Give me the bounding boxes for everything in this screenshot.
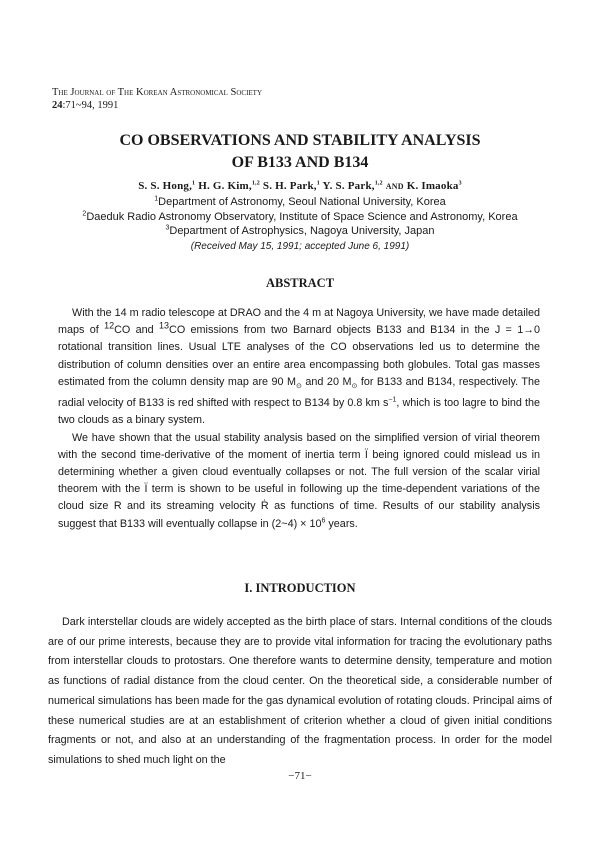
journal-header	[52, 86, 262, 112]
solar-mass-symbol: ⊙	[296, 382, 302, 390]
abstract-p1-sup-2: 13	[159, 320, 170, 331]
abstract-heading: ABSTRACT	[265, 276, 335, 290]
page-number: −71−	[288, 770, 312, 782]
abstract-paragraph-2	[58, 430, 540, 533]
received-dates: (Received May 15, 1991; accepted June 6, 1991)	[190, 241, 410, 252]
author-5: K. Imaoka	[406, 180, 459, 192]
abstract-p1-sup-1: 12	[104, 320, 115, 331]
affiliation-3	[0, 224, 600, 239]
paper-title	[0, 130, 600, 174]
author-1: S. S. Hong,	[138, 180, 193, 192]
abstract-p2-text-2: years.	[325, 517, 358, 530]
abstract-p1-text-2: CO and	[114, 324, 159, 337]
author-2: H. G. Kim,	[198, 180, 252, 192]
abstract-p2-text-1: We have shown that the usual stability analysis based on the simplified version of virial theorem with the second time-derivative of the moment of inertia term Ï being ignored could mislead us in determining whether a given cloud eventually collapses or not. The full version of the scalar virial theorem with the Ï term is shown to be useful in following up the time-dependent variations of the cloud size R and its streaming velocity Ṙ as functions of time. Results of our stability analysis suggest that B133 will eventually collapse in (2~4) × 10	[58, 431, 540, 530]
journal-volume: 24	[52, 100, 63, 111]
journal-name: The Journal of The Korean Astronomical Society	[52, 87, 263, 98]
abstract-p1-text-5: for B133 and B134, respectively. The radial velocity of B133 is red shifted with respect to B134 by 0.8 km s	[58, 375, 540, 410]
affiliation-1-text: Department of Astronomy, Seoul National University, Korea	[158, 196, 446, 208]
abstract-paragraph-1	[58, 305, 540, 430]
author-3: S. H. Park,	[262, 180, 317, 192]
introduction-paragraph: Dark interstellar clouds are widely accepted as the birth place of stars. Internal conditions of the clouds are of our prime interests, because they are to provide vital information for tracing the evolutionary paths from interstellar clouds to protostars. One therefore wants to determine density, temperature and motion as functions of radial distance from the cloud center. On the theoretical side, a considerable number of numerical simulations has been made for the gas dynamical evolution of rotating clouds. Principal aims of these numerical studies are at an establishment of criterion whether a cloud of given initial conditions fragments or not, and also at an understanding of the fragmentation process. In order for the model simulations to shed much light on the	[48, 616, 552, 766]
author-1-affil: 1	[192, 180, 196, 187]
author-2-affil: 1,2	[251, 180, 260, 187]
abstract-body	[58, 305, 540, 533]
author-5-affil: 3	[458, 180, 462, 187]
introduction-body	[48, 613, 552, 771]
solar-mass-symbol: ⊙	[351, 382, 358, 390]
author-4: Y. S. Park,	[322, 180, 375, 192]
abstract-p1-text-3: CO emissions from two Barnard objects B133 and B134 in the J = 1→0 rotational transition lines. Usual LTE analyses of the CO observations led us to determine the distribution of column densities over an entire area encompassing both globules. Total gas masses estimated from the column density map are 90 M	[58, 324, 541, 388]
title-line-1: CO OBSERVATIONS AND STABILITY ANALYSIS	[119, 132, 481, 149]
title-line-2: OF B133 AND B134	[231, 154, 369, 171]
journal-volume-line	[52, 99, 262, 112]
author-list	[0, 180, 600, 192]
affiliation-2	[0, 210, 600, 225]
affiliation-1-num: 1	[154, 195, 159, 203]
affiliation-3-text: Department of Astrophysics, Nagoya University, Japan	[169, 225, 435, 237]
affiliation-2-text: Daeduk Radio Astronomy Observatory, Institute of Space Science and Astronomy, Korea	[86, 211, 518, 223]
abstract-p1-text-4: and 20 M	[301, 375, 352, 388]
abstract-p2-sup-1: 6	[321, 517, 326, 524]
author-4-affil: 1,2	[374, 180, 383, 187]
affiliation-3-num: 3	[165, 224, 170, 232]
introduction-heading: I. INTRODUCTION	[244, 581, 356, 595]
journal-pages: :71~94, 1991	[62, 100, 119, 111]
affiliation-1	[0, 195, 600, 210]
author-and: and	[385, 180, 404, 192]
abstract-p1-text-1: With the 14 m radio telescope at DRAO and the 4 m at Nagoya University, we have made detailed maps of	[58, 307, 540, 337]
author-3-affil: 1	[316, 180, 320, 187]
abstract-p1-text-6: , which is too lagre to bind the two clouds as a binary system.	[58, 397, 540, 427]
affiliation-2-num: 2	[82, 210, 87, 218]
abstract-p1-sup-3: −1	[388, 396, 397, 404]
